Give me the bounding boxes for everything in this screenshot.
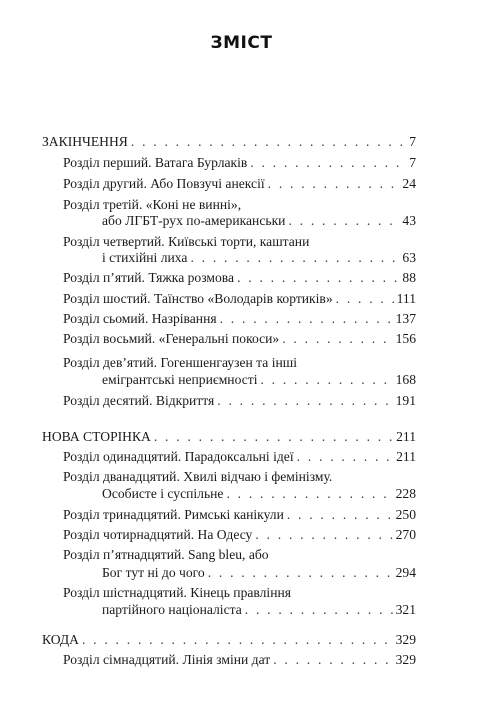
- toc-chapter-1[interactable]: [63, 154, 416, 172]
- toc-page-number: 88: [402, 270, 416, 285]
- toc-entry-text: Розділ шістнадцятий. Кінець правління: [63, 585, 292, 600]
- toc-chapter-14[interactable]: [63, 526, 416, 544]
- toc-page-number: 250: [395, 507, 416, 522]
- toc-chapter-12-line1[interactable]: [63, 468, 416, 486]
- toc-page-number: 329: [395, 632, 416, 647]
- toc-page-number: 211: [396, 429, 416, 444]
- dot-leader: [287, 506, 393, 524]
- toc-entry-text: Розділ сьомий. Назрівання: [63, 311, 217, 326]
- toc-page-number: 7: [409, 134, 416, 149]
- toc-chapter-3-line2[interactable]: [102, 212, 416, 230]
- dot-leader: [220, 310, 393, 328]
- toc-chapter-16-line2[interactable]: [102, 601, 416, 619]
- toc-entry-text: Розділ одинадцятий. Парадоксальні ідеї: [63, 449, 294, 464]
- toc-chapter-11[interactable]: [63, 448, 416, 466]
- toc-page-number: 329: [395, 652, 416, 667]
- toc-chapter-13[interactable]: [63, 506, 416, 524]
- dot-leader: [282, 330, 392, 348]
- toc-entry-text: Розділ сімнадцятий. Лінія зміни дат: [63, 652, 271, 667]
- toc-page-number: 137: [395, 311, 416, 326]
- toc-entry-text: Розділ дванадцятий. Хвилі відчаю і фемінізму.: [63, 469, 333, 484]
- toc-page-number: 111: [396, 291, 416, 306]
- toc-entry-text: НОВА СТОРІНКА: [42, 429, 151, 444]
- toc-entry-text: Розділ четвертий. Київські торти, каштани: [63, 234, 310, 249]
- dot-leader: [288, 212, 399, 230]
- dot-leader: [154, 428, 393, 446]
- toc-part-coda[interactable]: [42, 631, 416, 649]
- toc-page-number: 228: [395, 486, 416, 501]
- dot-leader: [131, 133, 406, 151]
- toc-page-number: 156: [395, 331, 416, 346]
- toc-entry-text: Розділ десятий. Відкриття: [63, 393, 215, 408]
- toc-entry-text: або ЛГБТ-рух по-американськи: [102, 213, 286, 228]
- toc-entry-text: Розділ п’ятнадцятий. Sang bleu, або: [63, 547, 269, 562]
- toc-chapter-9-line2[interactable]: [102, 371, 416, 389]
- toc-entry-text: ЗАКІНЧЕННЯ: [42, 134, 128, 149]
- dot-leader: [226, 485, 392, 503]
- toc-chapter-17[interactable]: [63, 651, 416, 669]
- toc-chapter-7[interactable]: [63, 310, 416, 328]
- toc-chapter-4-line2[interactable]: [102, 249, 416, 267]
- toc-entry-text: і стихійні лиха: [102, 250, 188, 265]
- toc-chapter-15-line1[interactable]: [63, 546, 416, 564]
- toc-page-number: 321: [395, 602, 416, 617]
- toc-chapter-9-line1[interactable]: [63, 354, 416, 372]
- dot-leader: [268, 175, 400, 193]
- toc-entry-text: Розділ перший. Ватага Бурлаків: [63, 155, 248, 170]
- page-title: ЗМІСТ: [210, 33, 273, 53]
- toc-page-number: 270: [395, 527, 416, 542]
- toc-entry-text: Розділ дев’ятий. Гогеншенгаузен та інші: [63, 355, 298, 370]
- toc-entry-text: Бог тут ні до чого: [102, 565, 205, 580]
- toc-entry-text: КОДА: [42, 632, 79, 647]
- dot-leader: [250, 154, 406, 172]
- toc-part-new-page[interactable]: [42, 428, 416, 446]
- toc-page-number: 7: [409, 155, 416, 170]
- toc-entry-text: Розділ другий. Або Повзучі анексії: [63, 176, 265, 191]
- toc-page-number: 24: [402, 176, 416, 191]
- toc-chapter-2[interactable]: [63, 175, 416, 193]
- toc-entry-text: Розділ шостий. Таїнство «Володарів кортиків»: [63, 291, 333, 306]
- dot-leader: [297, 448, 394, 466]
- toc-entry-text: Розділ третій. «Коні не винні»,: [63, 197, 242, 212]
- dot-leader: [336, 290, 394, 308]
- dot-leader: [273, 651, 392, 669]
- dot-leader: [237, 269, 399, 287]
- toc-entry-text: Розділ чотирнадцятий. На Одесу: [63, 527, 253, 542]
- dot-leader: [208, 564, 393, 582]
- toc-entry-text: Розділ тринадцятий. Римські канікули: [63, 507, 284, 522]
- toc-chapter-5[interactable]: [63, 269, 416, 287]
- toc-page-number: 43: [402, 213, 416, 228]
- dot-leader: [260, 371, 392, 389]
- toc-chapter-12-line2[interactable]: [102, 485, 416, 503]
- toc-entry-text: Особисте і суспільне: [102, 486, 224, 501]
- dot-leader: [190, 249, 399, 267]
- toc-page-number: 294: [395, 565, 416, 580]
- toc-entry-text: Розділ восьмий. «Генеральні покоси»: [63, 331, 280, 346]
- dot-leader: [217, 392, 392, 410]
- toc-chapter-8[interactable]: [63, 330, 416, 348]
- dot-leader: [82, 631, 393, 649]
- toc-part-ending[interactable]: [42, 133, 416, 151]
- toc-chapter-16-line1[interactable]: [63, 584, 416, 602]
- toc-page-number: 168: [395, 372, 416, 387]
- dot-leader: [245, 601, 393, 619]
- toc-entry-text: емігрантські неприємності: [102, 372, 258, 387]
- toc-page-number: 211: [396, 449, 416, 464]
- dot-leader: [255, 526, 392, 544]
- toc-page-number: 63: [402, 250, 416, 265]
- toc-chapter-6[interactable]: [63, 290, 416, 308]
- toc-chapter-10[interactable]: [63, 392, 416, 410]
- toc-entry-text: Розділ п’ятий. Тяжка розмова: [63, 270, 235, 285]
- toc-page-number: 191: [395, 393, 416, 408]
- toc-chapter-15-line2[interactable]: [102, 564, 416, 582]
- toc-entry-text: партійного націоналіста: [102, 602, 242, 617]
